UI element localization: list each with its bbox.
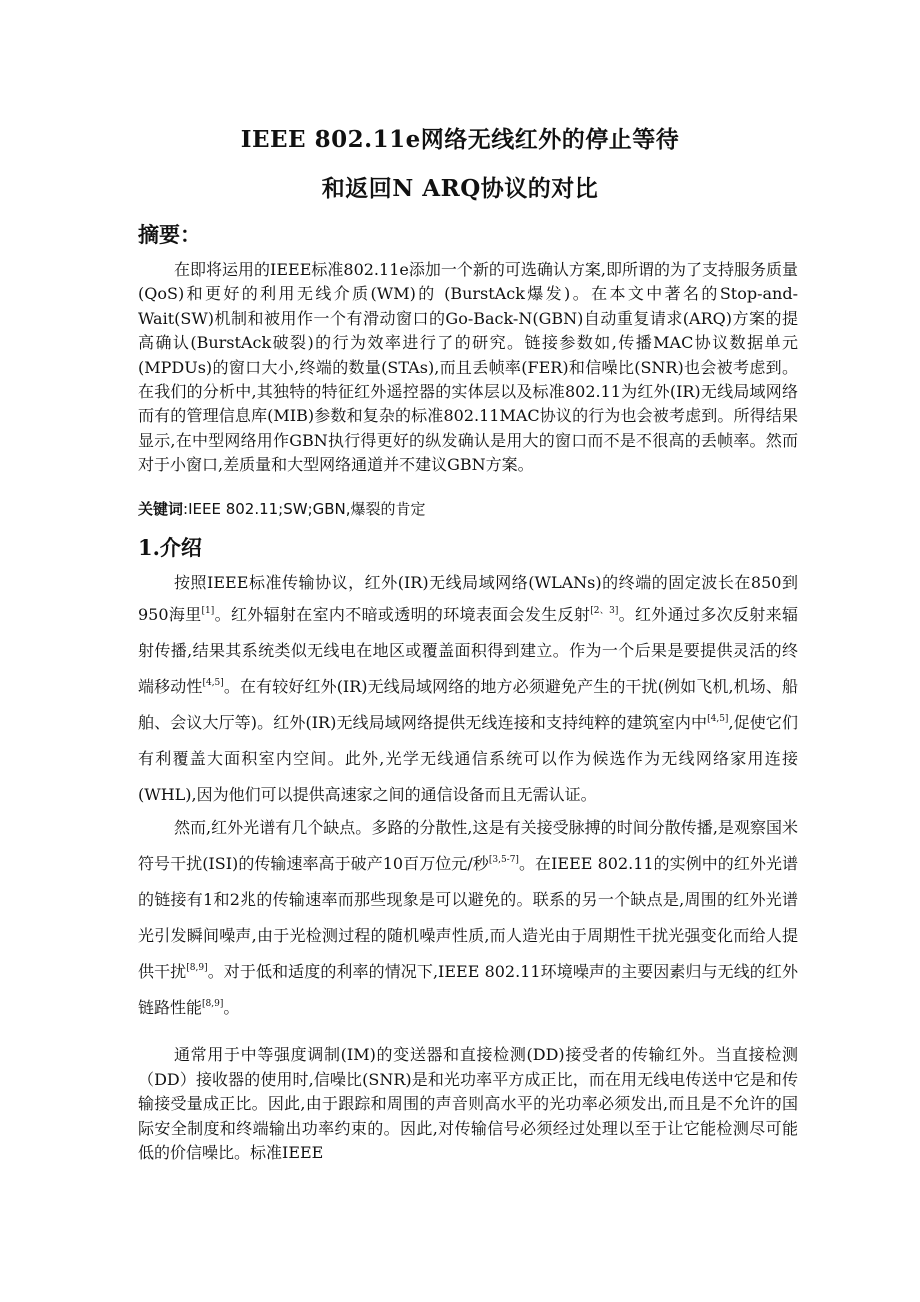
intro-p1-text-4: 。在有较好红外(IR)无线局域网络的地方必须避免产生的干扰(例如飞机,机场、船舶、会议大厅等)。红外(IR)无线局域网络提供无线连接和支持纯粹的建筑室内中 (138, 676, 798, 732)
paper-title-line-2: 和返回N ARQ协议的对比 (321, 175, 599, 202)
intro-p1-text-1: 按照IEEE标准传输协议，红外(IR)无线局域网络(WLANs)的终端的固定波长在850到950海里 (138, 573, 798, 624)
intro-p1-text-3: 。红外通过多次反射来辐射传播,结果其系统类似无线电在地区或覆盖面积得到建立。作为一个后果是要提供灵活的终端移动性 (138, 604, 798, 696)
intro-p2-text-2: 。在IEEE 802.11的实例中的红外光谱的链接有1和2兆的传输速率而那些现象是可以避免的。联系的另一个缺点是,周围的红外光谱光引发瞬间噪声,由于光检测过程的随机噪声性质,而人造光由于周期性干扰光强变化而给人提供干扰 (138, 854, 798, 981)
abstract-heading: 摘要： (138, 222, 201, 247)
citation-ref: [4,5] (707, 713, 729, 724)
intro-p1-text-5: ,促使它们有利覆盖大面积室内空间。此外,光学无线通信系统可以作为候选作为无线网络家用连接(WHL),因为他们可以提供高速家之间的通信设备而且无需认证。 (138, 712, 798, 804)
intro-p2-text-1: 然而,红外光谱有几个缺点。多路的分散性,这是有关接受脉搏的时间分散传播,是观察国米符号干扰(ISI)的传输速率高于破产10百万位元/秒 (138, 818, 798, 873)
citation-ref: [3,5-7] (488, 855, 519, 865)
keywords-label: 关键词 (138, 500, 184, 518)
intro-paragraph-2 (138, 810, 798, 1026)
keywords-line (138, 497, 798, 521)
paper-title-line-1: IEEE 802.11e网络无线红外的停止等待 (240, 126, 680, 153)
citation-ref: [8,9] (186, 963, 208, 973)
intro-paragraph-3: 通常用于中等强度调制(IM)的变送器和直接检测(DD)接受者的传输红外。当直接检测（DD）接收器的使用时,信噪比(SNR)是和光功率平方成正比，而在用无线电传送中它是和传输接受量成正比。因此,由于跟踪和周围的声音则高水平的光功率必须发出,而且是不允许的国际安全制度和终端输出功率约束的。因此,对传输信号必须经过处理以至于让它能检测尽可能低的价信噪比。标准IEEE (138, 1045, 798, 1163)
intro-p2-text-4: 。 (223, 998, 240, 1017)
citation-ref: [4,5] (202, 677, 224, 688)
citation-ref: [1] (201, 605, 215, 616)
citation-ref: [2、3] (590, 605, 619, 616)
keywords-text: :IEEE 802.11;SW;GBN,爆裂的肯定 (183, 500, 426, 518)
abstract-body: 在即将运用的IEEE标准802.11e添加一个新的可选确认方案,即所谓的为了支持服务质量(QoS)和更好的利用无线介质(WM)的 (BurstAck爆发)。在本文中著名的Stop-and-Wait(SW)机制和被用作一个有滑动窗口的Go-Back-N(GBN)自动重复请求(ARQ)方案的提高确认(BurstAck破裂)的行为效率进行了的研究。链接参数如,传播MAC协议数据单元(MPDUs)的窗口大小,终端的数量(STAs),而且丢帧率(FER)和信噪比(SNR)也会被考虑到。在我们的分析中,其独特的特征红外遥控器的实体层以及标准802.11为红外(IR)无线局域网络而有的管理信息库(MIB)参数和复杂的标准802.11MAC协议的行为也会被考虑到。所得结果显示,在中型网络用作GBN执行得更好的纵发确认是用大的窗口而不是不很高的丢帧率。然而对于小窗口,差质量和大型网络通道并不建议GBN方案。 (138, 260, 798, 475)
intro-paragraph-1 (138, 570, 798, 813)
section-heading-introduction: 1.介绍 (138, 535, 202, 560)
intro-p1-text-2: 。红外辐射在室内不暗或透明的环境表面会发生反射 (214, 604, 591, 624)
intro-p2-text-3: 。对于低和适度的利率的情况下,IEEE 802.11环境噪声的主要因素归与无线的红外链路性能 (138, 962, 798, 1017)
citation-ref: [8,9] (202, 999, 224, 1009)
